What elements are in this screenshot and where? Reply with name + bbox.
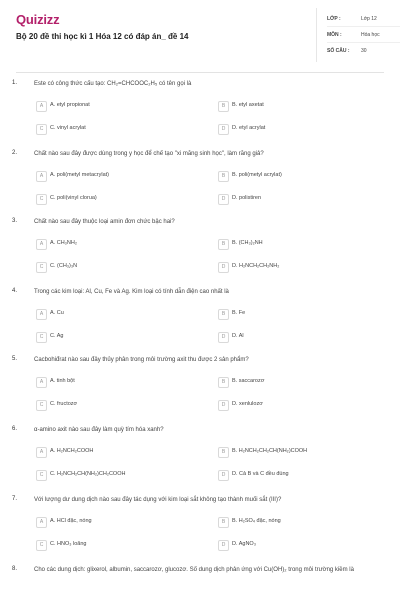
option-text: A. poli(metyl metacrylat) (50, 172, 109, 178)
meta-row-class (327, 12, 400, 27)
option-letter-box: A (36, 239, 47, 250)
option-text: B. saccarozơ (232, 378, 265, 384)
question-number: 7. (12, 496, 18, 502)
answer-option[interactable] (36, 170, 186, 182)
option-letter-box: D (218, 540, 229, 551)
answer-option[interactable] (218, 331, 368, 343)
question-text: Với lượng dư dung dịch nào sau đây tác dụng với kim loại sắt không tạo thành muối sắt (III)? (34, 497, 282, 503)
option-text: A. etyl propionat (50, 102, 90, 108)
option-letter-box: A (36, 517, 47, 528)
option-text: A. CH₃NH₂ (50, 240, 77, 246)
answer-option[interactable] (36, 123, 186, 135)
worksheet-header (0, 0, 400, 70)
option-text: C. Ag (50, 333, 64, 339)
option-text: A. HCl đặc, nóng (50, 518, 92, 524)
meta-label: SỐ CÂU : (327, 48, 350, 54)
question-number: 4. (12, 288, 18, 294)
option-letter-box: C (36, 262, 47, 273)
meta-label: LỚP : (327, 16, 341, 22)
option-letter-box: A (36, 171, 47, 182)
option-letter-box: C (36, 124, 47, 135)
option-letter-box: C (36, 400, 47, 411)
option-text: C. HNO₃ loãng (50, 541, 87, 547)
question-number: 8. (12, 566, 18, 572)
question-text: Trong các kim loại: Al, Cu, Fe và Ag. Kim loại có tính dẫn điện cao nhất là (34, 289, 229, 295)
answer-option[interactable] (218, 376, 368, 388)
option-letter-box: A (36, 447, 47, 458)
answer-option[interactable] (36, 469, 186, 481)
answer-option[interactable] (218, 170, 368, 182)
question-number: 2. (12, 150, 18, 156)
option-text: A. tinh bột (50, 378, 75, 384)
option-text: B. (CH₃)₂NH (232, 240, 263, 246)
answer-option[interactable] (36, 261, 186, 273)
answer-option[interactable] (218, 261, 368, 273)
option-letter-box: C (36, 194, 47, 205)
answer-option[interactable] (36, 308, 186, 320)
answer-option[interactable] (36, 193, 186, 205)
option-text: D. AgNO₃ (232, 541, 256, 547)
option-letter-box: D (218, 332, 229, 343)
question-text: Chất nào sau đây thuộc loại amin đơn chức bậc hai? (34, 219, 175, 225)
option-letter-box: B (218, 239, 229, 250)
question-text: Cho các dung dịch: glixerol, albumin, saccarozơ, glucozơ. Số dung dịch phản ứng với Cu(OH)₂ trong môi trường kiềm là (34, 567, 354, 573)
answer-option[interactable] (218, 238, 368, 250)
answer-option[interactable] (36, 539, 186, 551)
option-text: B. Fe (232, 310, 246, 316)
option-letter-box: B (218, 447, 229, 458)
option-text: D. H₂NCH₂CH₂NH₂ (232, 263, 280, 269)
question-text: Chất nào sau đây được dùng trong y học để chế tạo "xi măng sinh học", làm răng giả? (34, 151, 264, 157)
question-number: 6. (12, 426, 18, 432)
question-text: Cacbohiđrat nào sau đây thủy phân trong môi trường axit thu được 2 sản phẩm? (34, 357, 249, 363)
meta-row-count (327, 44, 400, 58)
option-letter-box: D (218, 262, 229, 273)
quizizz-logo: Quizizz (16, 12, 60, 27)
answer-option[interactable] (36, 100, 186, 112)
answer-option[interactable] (218, 446, 368, 458)
option-letter-box: B (218, 517, 229, 528)
answer-option[interactable] (218, 516, 368, 528)
answer-option[interactable] (36, 238, 186, 250)
question-text: α-amino axit nào sau đây làm quỳ tím hóa xanh? (34, 427, 164, 433)
question-number: 1. (12, 80, 18, 86)
option-text: B. H₂NCH₂CH₂CH(NH₂)COOH (232, 448, 308, 454)
option-text: D. Al (232, 333, 244, 339)
option-text: C. (CH₃)₃N (50, 263, 78, 269)
meta-value: 30 (361, 48, 367, 54)
option-letter-box: D (218, 194, 229, 205)
option-text: A. Cu (50, 310, 64, 316)
answer-option[interactable] (218, 469, 368, 481)
option-text: B. poli(metyl acrylat) (232, 172, 282, 178)
option-letter-box: B (218, 101, 229, 112)
option-text: C. vinyl acrylat (50, 125, 86, 131)
option-text: A. H₂NCH₂COOH (50, 448, 94, 454)
answer-option[interactable] (36, 376, 186, 388)
option-text: D. polistiren (232, 195, 262, 201)
answer-option[interactable] (36, 516, 186, 528)
meta-box (316, 8, 391, 62)
option-letter-box: C (36, 540, 47, 551)
answer-option[interactable] (218, 308, 368, 320)
answer-option[interactable] (218, 399, 368, 411)
option-text: B. etyl axetat (232, 102, 264, 108)
question-text: Este có công thức cấu tạo: CH₂=CHCOOC₂H₅ có tên gọi là (34, 81, 192, 87)
option-letter-box: A (36, 309, 47, 320)
meta-value: Lớp 12 (361, 16, 377, 22)
question-number: 5. (12, 356, 18, 362)
option-letter-box: B (218, 377, 229, 388)
answer-option[interactable] (218, 539, 368, 551)
option-text: C. H₂NCH₂CH(NH₂)CH₂COOH (50, 471, 126, 477)
option-letter-box: B (218, 309, 229, 320)
option-letter-box: A (36, 377, 47, 388)
option-letter-box: A (36, 101, 47, 112)
option-letter-box: B (218, 171, 229, 182)
meta-label: MÔN : (327, 32, 342, 38)
option-letter-box: C (36, 332, 47, 343)
answer-option[interactable] (36, 446, 186, 458)
answer-option[interactable] (36, 331, 186, 343)
answer-option[interactable] (36, 399, 186, 411)
option-letter-box: D (218, 124, 229, 135)
worksheet-title: Bộ 20 đề thi học kì 1 Hóa 12 có đáp án_ đề 14 (16, 32, 189, 41)
answer-option[interactable] (218, 100, 368, 112)
answer-option[interactable] (218, 123, 368, 135)
option-text: B. H₂SO₄ đặc, nóng (232, 518, 281, 524)
header-divider (16, 72, 384, 73)
meta-row-subject (327, 28, 400, 43)
option-text: C. poli(vinyl clorua) (50, 195, 97, 201)
option-text: D. Cả B và C đều đúng (232, 471, 289, 477)
option-letter-box: C (36, 470, 47, 481)
answer-option[interactable] (218, 193, 368, 205)
meta-value: Hóa học (361, 32, 380, 38)
option-letter-box: D (218, 400, 229, 411)
option-text: D. etyl acrylat (232, 125, 266, 131)
question-number: 3. (12, 218, 18, 224)
option-text: C. fructozơ (50, 401, 78, 407)
option-text: D. xenlulozơ (232, 401, 263, 407)
option-letter-box: D (218, 470, 229, 481)
